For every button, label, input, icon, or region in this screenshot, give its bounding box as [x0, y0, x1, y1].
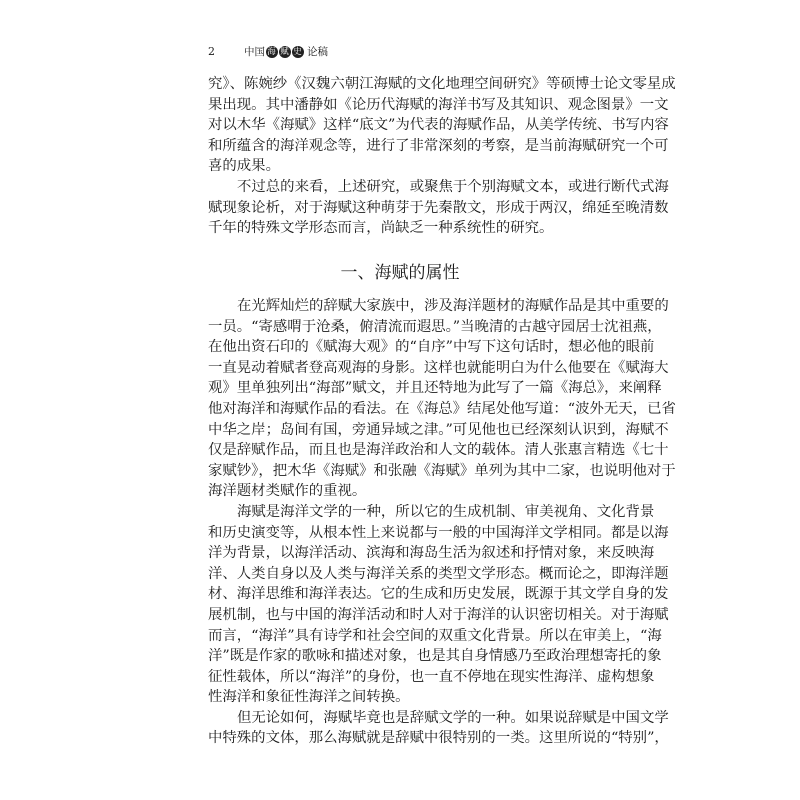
text-line: 海洋题材类赋作的重视。	[208, 483, 367, 500]
body-text-section	[208, 296, 676, 749]
text-line: 一员。“寄感喟于沧桑，俯清流而遐思。”当晚清的古越守园居士沈祖燕，	[208, 318, 662, 335]
circled-char: 赋	[280, 46, 289, 57]
text-line: 观》里单独列出“海部”赋文，并且还特地为此写了一篇《海总》，来阐释	[208, 380, 662, 397]
paragraph	[208, 296, 676, 502]
section-heading: 一、海赋的属性	[340, 263, 460, 283]
text-line: 赋现象论析，对于海赋这种萌芽于先秦散文，形成于两汉，绵延至晚清数	[208, 199, 669, 216]
text-line: 千年的特殊文学形态而言，尚缺乏一种系统性的研究。	[208, 220, 554, 237]
text-line: 而言，“海洋”具有诗学和社会空间的双重文化背景。所以在审美上，“海	[208, 627, 662, 644]
paragraph	[208, 74, 676, 177]
text-line: 海赋是海洋文学的一种，所以它的生成机制、审美视角、文化背景	[237, 503, 655, 520]
text-line: 仅是辞赋作品，而且也是海洋政治和人文的载体。清人张惠言精选《七十	[208, 442, 669, 459]
text-line: 中华之岸；岛间有国，旁通异域之津。”可见他也已经深刻认识到，海赋不	[208, 421, 669, 438]
text-line: 对以木华《海赋》这样“底文”为代表的海赋作品，从美学传统、书写内容	[208, 117, 669, 134]
text-line: 果出现。其中潘静如《论历代海赋的海洋书写及其知识、观念图景》一文	[208, 96, 669, 113]
book-title-post: 论稿	[307, 46, 328, 58]
book-title	[244, 44, 328, 59]
paragraph	[208, 177, 669, 239]
book-title-pre: 中国	[244, 46, 265, 58]
text-line: 展机制，也与中国的海洋活动和时人对于海洋的认识密切相关。对于海赋	[208, 606, 669, 623]
text-line: 和所蕴含的海洋观念等，进行了非常深刻的考察，是当前海赋研究一个可	[208, 137, 669, 154]
text-line: 他对海洋和海赋作品的看法。在《海总》结尾处他写道：“波外无天，已省	[208, 400, 676, 417]
text-line: 一直晃动着赋者登高观海的身影。这样也就能明白为什么他要在《赋海大	[208, 359, 669, 376]
text-line: 喜的成果。	[208, 158, 280, 175]
paragraph	[208, 708, 669, 749]
text-line: 在他出资石印的《赋海大观》的“自序”中写下这句话时，想必他的眼前	[208, 339, 655, 356]
text-line: 洋、人类自身以及人类与海洋关系的类型文学形态。概而论之，即海洋题	[208, 565, 669, 582]
text-line: 不过总的来看，上述研究，或聚焦于个别海赋文本，或进行断代式海	[237, 178, 669, 195]
circled-char: 史	[293, 46, 302, 57]
text-line: 洋”既是作家的歌咏和描述对象，也是其自身情感乃至政治理想寄托的象	[208, 648, 662, 665]
text-line: 在光辉灿烂的辞赋大家族中，涉及海洋题材的海赋作品是其中重要的	[237, 298, 669, 314]
text-line: 洋为背景，以海洋活动、滨海和海岛生活为叙述和抒情对象，来反映海	[208, 545, 655, 562]
body-text-top	[208, 74, 676, 239]
page-number: 2	[208, 45, 215, 58]
text-line: 材、海洋思维和海洋表达。它的生成和历史发展，既源于其文学自身的发	[208, 586, 669, 603]
text-line: 究》、陈婉纱《汉魏六朝江海赋的文化地理空间研究》等硕博士论文零星成	[208, 76, 676, 92]
running-header	[208, 44, 328, 59]
text-line: 和历史演变等，从根本性上来说都与一般的中国海洋文学相同。都是以海	[208, 524, 669, 541]
text-line: 征性载体，所以“海洋”的身份，也一直不停地在现实性海洋、虚构想象	[208, 668, 655, 685]
text-line: 家赋钞》，把木华《海赋》和张融《海赋》单列为其中二家，也说明他对于	[208, 462, 676, 479]
paragraph	[208, 502, 669, 708]
circled-char: 海	[267, 46, 276, 57]
text-line: 中特殊的文体，那么海赋就是辞赋中很特别的一类。这里所说的“特别”，	[208, 730, 669, 747]
text-line: 性海洋和象征性海洋之间转换。	[208, 689, 410, 706]
text-line: 但无论如何，海赋毕竟也是辞赋文学的一种。如果说辞赋是中国文学	[237, 709, 669, 726]
